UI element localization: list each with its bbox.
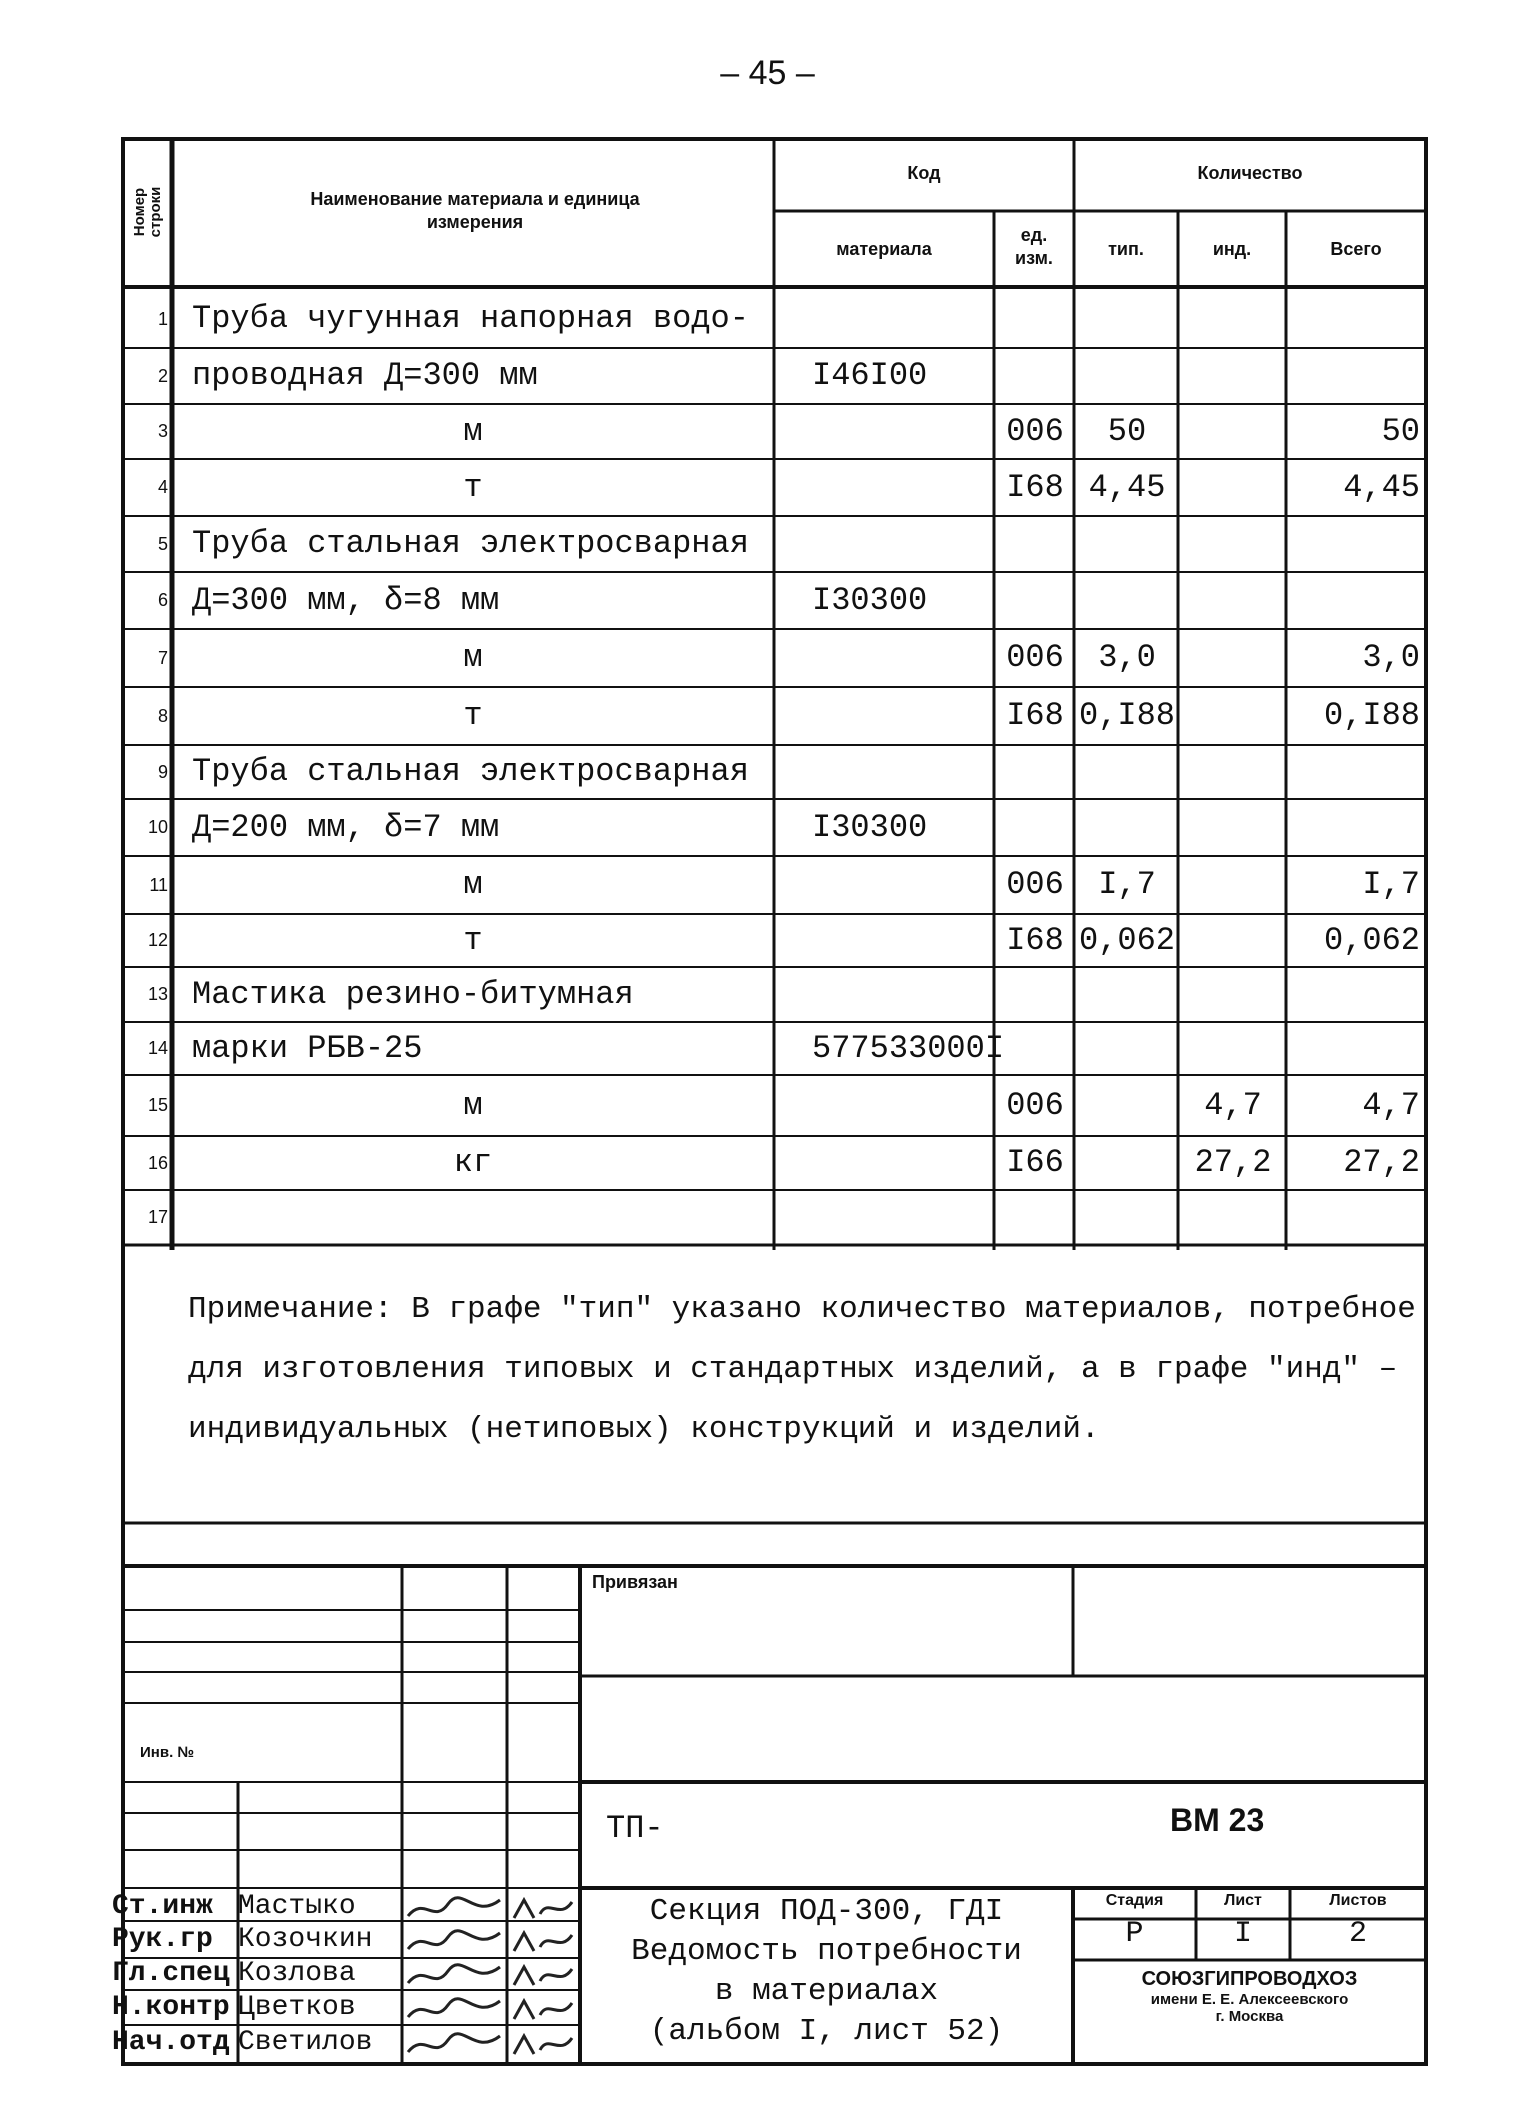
org-line-2: имени Е. Е. Алексеевского [1150, 1991, 1349, 2008]
row-qty-ind [1180, 629, 1286, 687]
signature-date-mark [510, 1961, 576, 1989]
stage-value: Р [1125, 1917, 1144, 1951]
row-number: 14 [147, 1038, 168, 1058]
title-line-2: Ведомость потребности [631, 1934, 1022, 1969]
row-material-code [812, 856, 992, 914]
row-unit-code [996, 799, 1074, 856]
row-unit-code: I66 [1006, 1144, 1064, 1181]
row-qty-ind [1180, 290, 1286, 348]
row-qty-ind [1180, 348, 1286, 404]
header-row-number-label: Номер строки [131, 186, 164, 238]
header-quantity: Количество [1197, 163, 1303, 183]
row-unit-code [996, 348, 1074, 404]
row-number: 4 [157, 477, 168, 497]
header-typ: тип. [1108, 239, 1144, 259]
row-qty-total [1288, 745, 1420, 799]
row-qty-typ [1076, 1136, 1178, 1190]
signature-date-mark [510, 1927, 576, 1955]
row-material-code [812, 404, 992, 459]
row-material-code [812, 459, 992, 516]
row-qty-ind [1180, 404, 1286, 459]
row-number: 10 [147, 817, 168, 837]
row-number: 15 [147, 1095, 168, 1115]
signer-role: Нач.отд [112, 2027, 230, 2058]
row-qty-typ [1076, 967, 1178, 1022]
row-qty-total: 27,2 [1343, 1144, 1420, 1181]
signature-mark [404, 1995, 504, 2023]
row-name [172, 1190, 774, 1245]
row-number: 12 [147, 930, 168, 950]
org-line-3: г. Москва [1215, 2008, 1284, 2025]
row-qty-typ: 4,45 [1088, 469, 1166, 506]
row-name: Мастика резино-битумная [192, 976, 634, 1013]
row-unit-code: 006 [1006, 866, 1064, 903]
header-total: Всего [1330, 239, 1382, 259]
title-line-4: (альбом I, лист 52) [649, 2014, 1004, 2049]
row-qty-ind [1180, 799, 1286, 856]
row-qty-total: 0,I88 [1323, 697, 1420, 734]
signer-name: Козлова [238, 1958, 356, 1989]
row-qty-ind [1180, 516, 1286, 572]
sheets-label: Листов [1329, 1892, 1387, 1909]
row-material-code [812, 629, 992, 687]
row-material-code [812, 687, 992, 745]
signature-date-mark [510, 1894, 576, 1922]
attached-label: Привязан [592, 1572, 678, 1592]
row-unit-code: 006 [1006, 639, 1064, 676]
row-qty-typ [1076, 290, 1178, 348]
signature-date-mark [510, 1995, 576, 2023]
signer-role: Ст.инж [112, 1891, 213, 1922]
row-material-code: I30300 [812, 809, 928, 846]
row-material-code [812, 967, 992, 1022]
row-qty-typ: 50 [1107, 413, 1147, 450]
row-qty-total [1288, 348, 1420, 404]
row-name: кг [453, 1144, 493, 1181]
row-qty-total [1288, 1190, 1420, 1245]
row-number: 6 [157, 590, 168, 610]
row-number: 1 [157, 309, 168, 329]
header-code: Код [907, 163, 941, 183]
row-qty-typ: 3,0 [1098, 639, 1156, 676]
row-name: м [463, 639, 483, 676]
row-number: 9 [157, 762, 168, 782]
row-number: 16 [147, 1153, 168, 1173]
row-unit-code [996, 745, 1074, 799]
title-line-1: Секция ПОД-300, ГДI [649, 1894, 1004, 1929]
row-number: 11 [149, 875, 168, 895]
sheet-label: Лист [1224, 1892, 1262, 1909]
row-number: 8 [157, 706, 168, 726]
row-unit-code [996, 290, 1074, 348]
row-number: 13 [147, 984, 168, 1004]
sheet-code: ВМ 23 [1170, 1802, 1265, 1838]
row-unit-code: 006 [1006, 413, 1064, 450]
row-material-code: I30300 [812, 582, 928, 619]
row-name: т [463, 697, 483, 734]
row-qty-typ [1076, 1022, 1178, 1075]
row-qty-total [1288, 1022, 1420, 1075]
signer-name: Светилов [238, 2027, 373, 2058]
signature-mark [404, 1961, 504, 1989]
row-number: 2 [157, 366, 168, 386]
row-qty-ind [1180, 1190, 1286, 1245]
row-qty-typ [1076, 516, 1178, 572]
sheet-value: I [1233, 1917, 1252, 1951]
row-name: Труба чугунная напорная водо- [192, 300, 749, 337]
note-line-3: индивидуальных (нетиповых) конструкций и изделий. [188, 1412, 1100, 1447]
row-qty-total: 4,7 [1362, 1087, 1420, 1124]
row-unit-code: I68 [1006, 469, 1064, 506]
row-name: Труба стальная электросварная [192, 525, 749, 562]
row-qty-ind [1180, 687, 1286, 745]
row-qty-total [1288, 967, 1420, 1022]
signature-date-mark [510, 2030, 576, 2058]
row-qty-ind: 4,7 [1204, 1087, 1262, 1124]
row-qty-total [1288, 290, 1420, 348]
row-qty-ind [1180, 459, 1286, 516]
row-material-code [812, 1190, 992, 1245]
organization [1073, 1968, 1426, 2025]
row-number: 7 [157, 648, 168, 668]
org-line-1: СОЮЗГИПРОВОДХОЗ [1141, 1968, 1358, 1990]
signer-name: Мастыко [238, 1891, 356, 1922]
project-code: ТП- [606, 1810, 664, 1847]
row-qty-typ [1076, 572, 1178, 629]
row-material-code [812, 290, 992, 348]
row-unit-code [996, 967, 1074, 1022]
row-qty-total [1288, 516, 1420, 572]
inv-no-label: Инв. № [140, 1744, 195, 1761]
row-name: м [463, 1087, 483, 1124]
row-name: т [463, 922, 483, 959]
title-line-3: в материалах [714, 1974, 939, 2009]
row-unit-code: I68 [1006, 697, 1064, 734]
row-name: т [463, 469, 483, 506]
row-name: марки РБВ-25 [192, 1030, 423, 1067]
row-unit-code [996, 1022, 1074, 1075]
row-qty-ind: 27,2 [1194, 1144, 1272, 1181]
row-material-code [812, 1136, 992, 1190]
row-number: 5 [157, 534, 168, 554]
note-line-1: Примечание: В графе "тип" указано количество материалов, потребное [188, 1292, 1416, 1327]
row-number: 3 [157, 421, 168, 441]
row-qty-typ: I,7 [1098, 866, 1156, 903]
row-number: 17 [147, 1207, 168, 1227]
row-qty-typ [1076, 1075, 1178, 1136]
row-unit-code: 006 [1006, 1087, 1064, 1124]
document-title [580, 1892, 1073, 2052]
header-row-number [132, 182, 164, 242]
signature-mark [404, 2030, 504, 2058]
header-name: Наименование материала и единица измерения [310, 189, 640, 232]
row-material-code: I46I00 [812, 357, 928, 394]
row-material-code: 577533000I [812, 1030, 1005, 1067]
header-material: материала [836, 239, 932, 259]
row-material-code [812, 745, 992, 799]
signer-name: Цветков [238, 1992, 356, 2023]
signature-mark [404, 1894, 504, 1922]
row-qty-total: 50 [1381, 413, 1420, 450]
row-material-code [812, 1075, 992, 1136]
signer-role: Рук.гр [112, 1924, 213, 1955]
row-qty-ind [1180, 1022, 1286, 1075]
row-qty-ind [1180, 914, 1286, 967]
row-unit-code: I68 [1006, 922, 1064, 959]
row-qty-typ: 0,I88 [1078, 697, 1175, 734]
signature-mark [404, 1927, 504, 1955]
row-name: проводная Д=300 мм [192, 357, 538, 394]
row-material-code [812, 516, 992, 572]
note-line-2: для изготовления типовых и стандартных изделий, а в графе "инд" – [188, 1352, 1398, 1387]
row-unit-code [996, 572, 1074, 629]
row-qty-ind [1180, 572, 1286, 629]
row-unit-code [996, 516, 1074, 572]
row-material-code [812, 914, 992, 967]
row-name: Д=300 мм, δ=8 мм [192, 582, 500, 619]
signer-name: Козочкин [238, 1924, 373, 1955]
row-qty-ind [1180, 967, 1286, 1022]
signer-role: Гл.спец [112, 1958, 230, 1989]
row-qty-total [1288, 572, 1420, 629]
row-name: м [463, 866, 483, 903]
sheets-value: 2 [1348, 1917, 1367, 1951]
header-ind: инд. [1212, 239, 1252, 259]
row-name: м [463, 413, 483, 450]
row-name: Д=200 мм, δ=7 мм [192, 809, 500, 846]
page-number: – 45 – [720, 54, 815, 92]
row-qty-total: 3,0 [1362, 639, 1420, 676]
row-qty-total: 4,45 [1343, 469, 1420, 506]
row-qty-total: 0,062 [1323, 922, 1420, 959]
row-qty-ind [1180, 745, 1286, 799]
header-unit: ед. изм. [1015, 225, 1053, 268]
row-qty-typ [1076, 745, 1178, 799]
row-name: Труба стальная электросварная [192, 753, 749, 790]
row-qty-total [1288, 799, 1420, 856]
signer-role: Н.контр [112, 1992, 230, 2023]
row-qty-ind [1180, 856, 1286, 914]
row-qty-typ [1076, 348, 1178, 404]
row-qty-typ [1076, 799, 1178, 856]
row-unit-code [996, 1190, 1074, 1245]
row-qty-typ: 0,062 [1078, 922, 1175, 959]
row-qty-typ [1076, 1190, 1178, 1245]
stage-label: Стадия [1105, 1892, 1164, 1909]
row-qty-total: I,7 [1362, 866, 1420, 903]
